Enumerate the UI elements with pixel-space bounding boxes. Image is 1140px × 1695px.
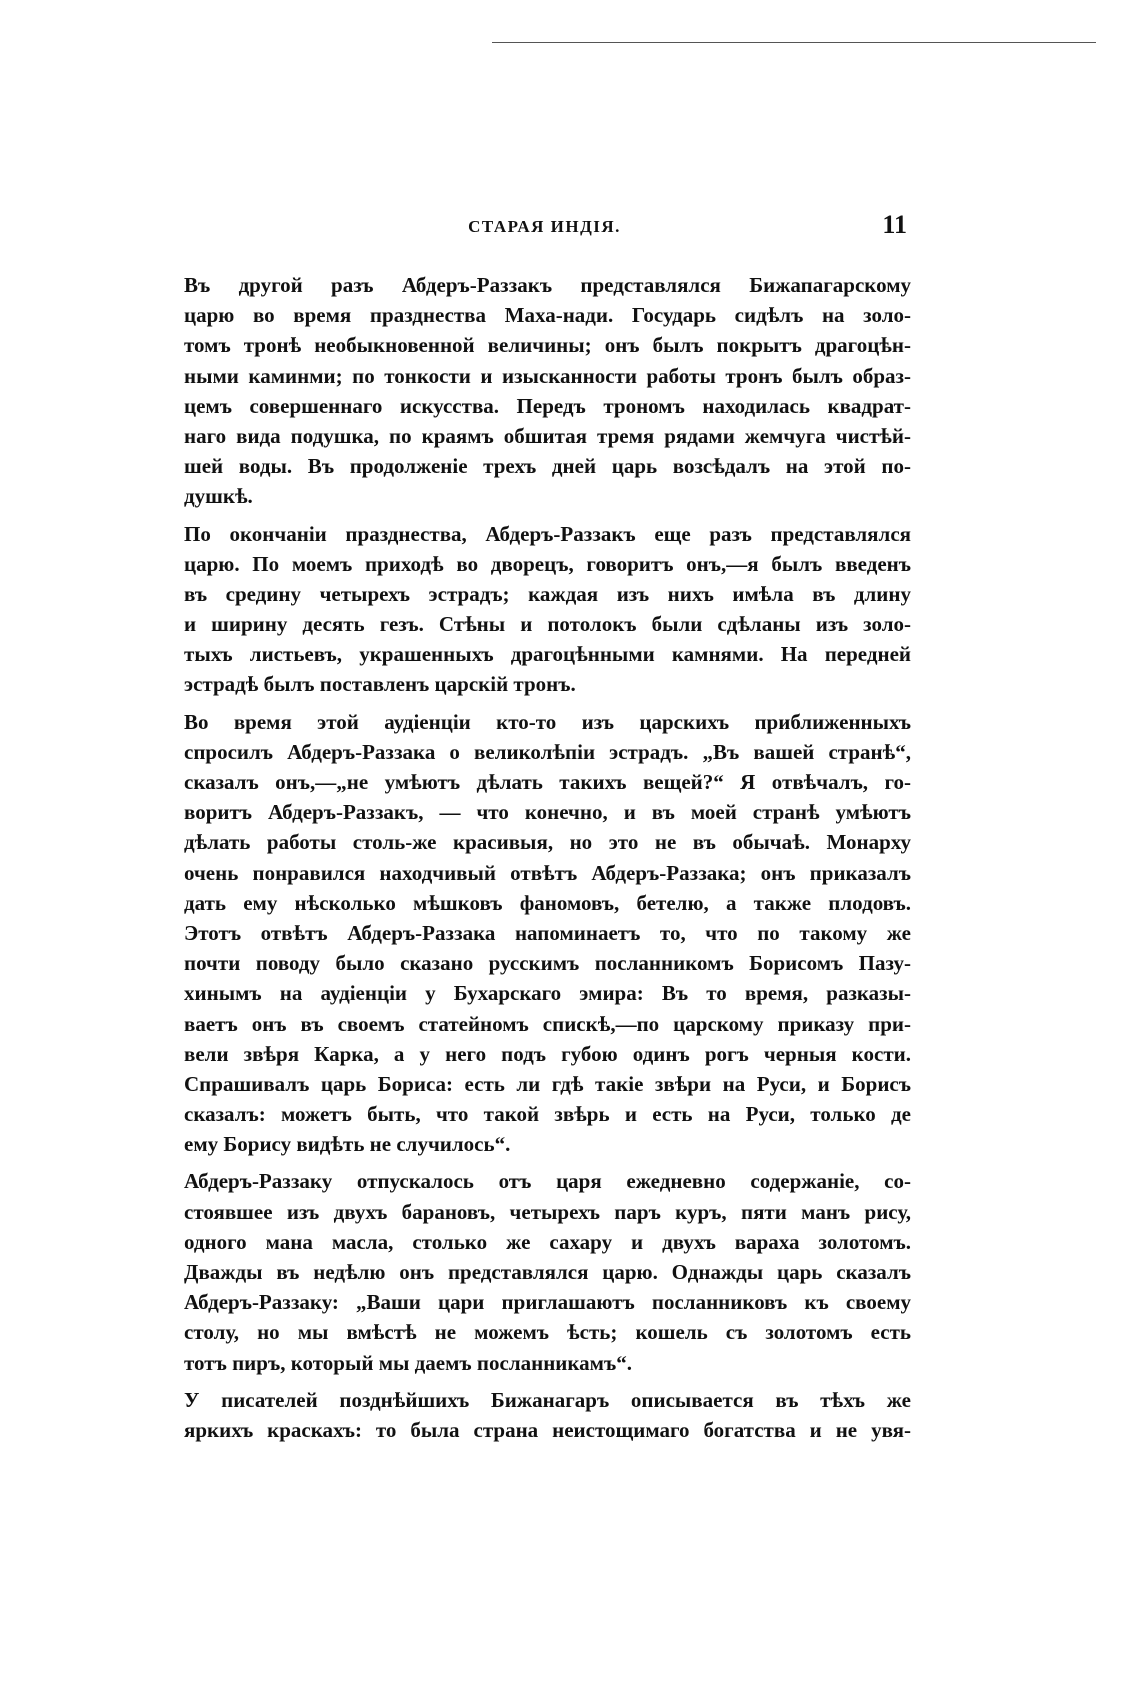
page-header bbox=[182, 212, 907, 252]
text-line: воритъ Абдеръ-Раззакъ, — что конечно, и въ моей странѣ умѣютъ bbox=[184, 800, 911, 825]
text-line: шей воды. Въ продолженіе трехъ дней царь возсѣдалъ на этой по- bbox=[184, 454, 911, 479]
text-line: наго вида подушка, по краямъ обшитая тремя рядами жемчуга чистѣй- bbox=[184, 423, 911, 448]
text-line: стоявшее изъ двухъ барановъ, четырехъ паръ куръ, пяти манъ рису, bbox=[184, 1199, 911, 1224]
text-line: царю. По моемъ приходѣ во дворецъ, говоритъ онъ,—я былъ введенъ bbox=[184, 551, 911, 576]
text-line: очень понравился находчивый отвѣтъ Абдеръ-Раззака; онъ приказалъ bbox=[184, 860, 911, 885]
text-line: Во время этой аудіенціи кто-то изъ царскихъ приближенныхъ bbox=[184, 709, 911, 734]
text-line: томъ тронѣ необыкновенной величины; онъ былъ покрытъ драгоцѣн- bbox=[184, 333, 911, 358]
paragraph bbox=[184, 1166, 911, 1377]
text-line: царю во время празднества Маха-нади. Государь сидѣлъ на золо- bbox=[184, 303, 911, 328]
text-line: цемъ совершеннаго искусства. Передъ трономъ находилась квадрат- bbox=[184, 393, 911, 418]
paragraph bbox=[184, 519, 911, 700]
text-line: въ средину четырехъ эстрадъ; каждая изъ нихъ имѣла въ длину bbox=[184, 581, 911, 606]
page-number: 11 bbox=[882, 210, 907, 239]
text-line: ными каминми; по тонкости и изысканности работы тронъ былъ образ- bbox=[184, 363, 911, 388]
body-text bbox=[184, 270, 911, 1452]
text-line: вели звѣря Карка, а у него подъ губою одинъ рогъ черныя кости. bbox=[184, 1041, 911, 1066]
text-line: ваетъ онъ въ своемъ статейномъ спискѣ,—по царскому приказу при- bbox=[184, 1011, 911, 1036]
text-line: Спрашивалъ царь Бориса: есть ли гдѣ такіе звѣри на Руси, и Борисъ bbox=[184, 1071, 911, 1096]
paragraph bbox=[184, 270, 911, 512]
text-line: сказалъ онъ,—„не умѣютъ дѣлать такихъ вещей?“ Я отвѣчалъ, го- bbox=[184, 770, 911, 794]
paragraph bbox=[184, 707, 911, 1160]
text-line: дать ему нѣсколько мѣшковъ фаномовъ, бетелю, а также плодовъ. bbox=[184, 890, 911, 915]
text-line: ему Борису видѣть не случилось“. bbox=[184, 1132, 511, 1157]
text-line: тотъ пиръ, который мы даемъ посланникамъ“. bbox=[184, 1350, 632, 1375]
text-line: Дважды въ недѣлю онъ представлялся царю. Однажды царь сказалъ bbox=[184, 1260, 911, 1284]
text-line: хинымъ на аудіенціи у Бухарскаго эмира: Въ то время, разказы- bbox=[184, 981, 911, 1006]
paragraph bbox=[184, 1385, 911, 1445]
text-line: одного мана масла, столько же сахару и двухъ вараха золотомъ. bbox=[184, 1229, 911, 1254]
text-line: почти поводу было сказано русскимъ посланникомъ Борисомъ Пазу- bbox=[184, 951, 911, 976]
text-line: Абдеръ-Раззаку: „Ваши цари приглашаютъ посланниковъ къ своему bbox=[184, 1290, 911, 1315]
text-line: спросилъ Абдеръ-Раззака о великолѣпіи эстрадъ. „Въ вашей странѣ“, bbox=[184, 739, 911, 764]
text-line: эстрадѣ былъ поставленъ царскій тронъ. bbox=[184, 672, 576, 697]
text-line: столу, но мы вмѣстѣ не можемъ ѣсть; кошель съ золотомъ есть bbox=[184, 1320, 911, 1345]
running-title: СТАРАЯ ИНДІЯ. bbox=[468, 217, 621, 236]
text-line: и ширину десять гезъ. Стѣны и потолокъ были сдѣланы изъ золо- bbox=[184, 612, 911, 637]
text-line: Этотъ отвѣтъ Абдеръ-Раззака напоминаетъ то, что по такому же bbox=[184, 920, 911, 945]
text-line: яркихъ краскахъ: то была страна неистощимаго богатства и не увя- bbox=[184, 1417, 911, 1442]
text-line: У писателей позднѣйшихъ Бижанагаръ описывается въ тѣхъ же bbox=[184, 1387, 911, 1412]
text-line: сказалъ: можетъ быть, что такой звѣрь и есть на Руси, только де bbox=[184, 1102, 911, 1127]
text-line: дѣлать работы столь-же красивыя, но это не въ обычаѣ. Монарху bbox=[184, 830, 911, 855]
text-line: Въ другой разъ Абдеръ-Раззакъ представлялся Бижапагарскому bbox=[184, 273, 911, 297]
text-line: Абдеръ-Раззаку отпускалось отъ царя ежедневно содержаніе, со- bbox=[184, 1169, 911, 1194]
text-line: тыхъ листьевъ, украшенныхъ драгоцѣнными камнями. На передней bbox=[184, 642, 911, 667]
text-line: По окончаніи празднества, Абдеръ-Раззакъ еще разъ представлялся bbox=[184, 521, 911, 546]
text-line: душкѣ. bbox=[184, 484, 253, 509]
scan-edge-rule bbox=[492, 42, 1096, 43]
